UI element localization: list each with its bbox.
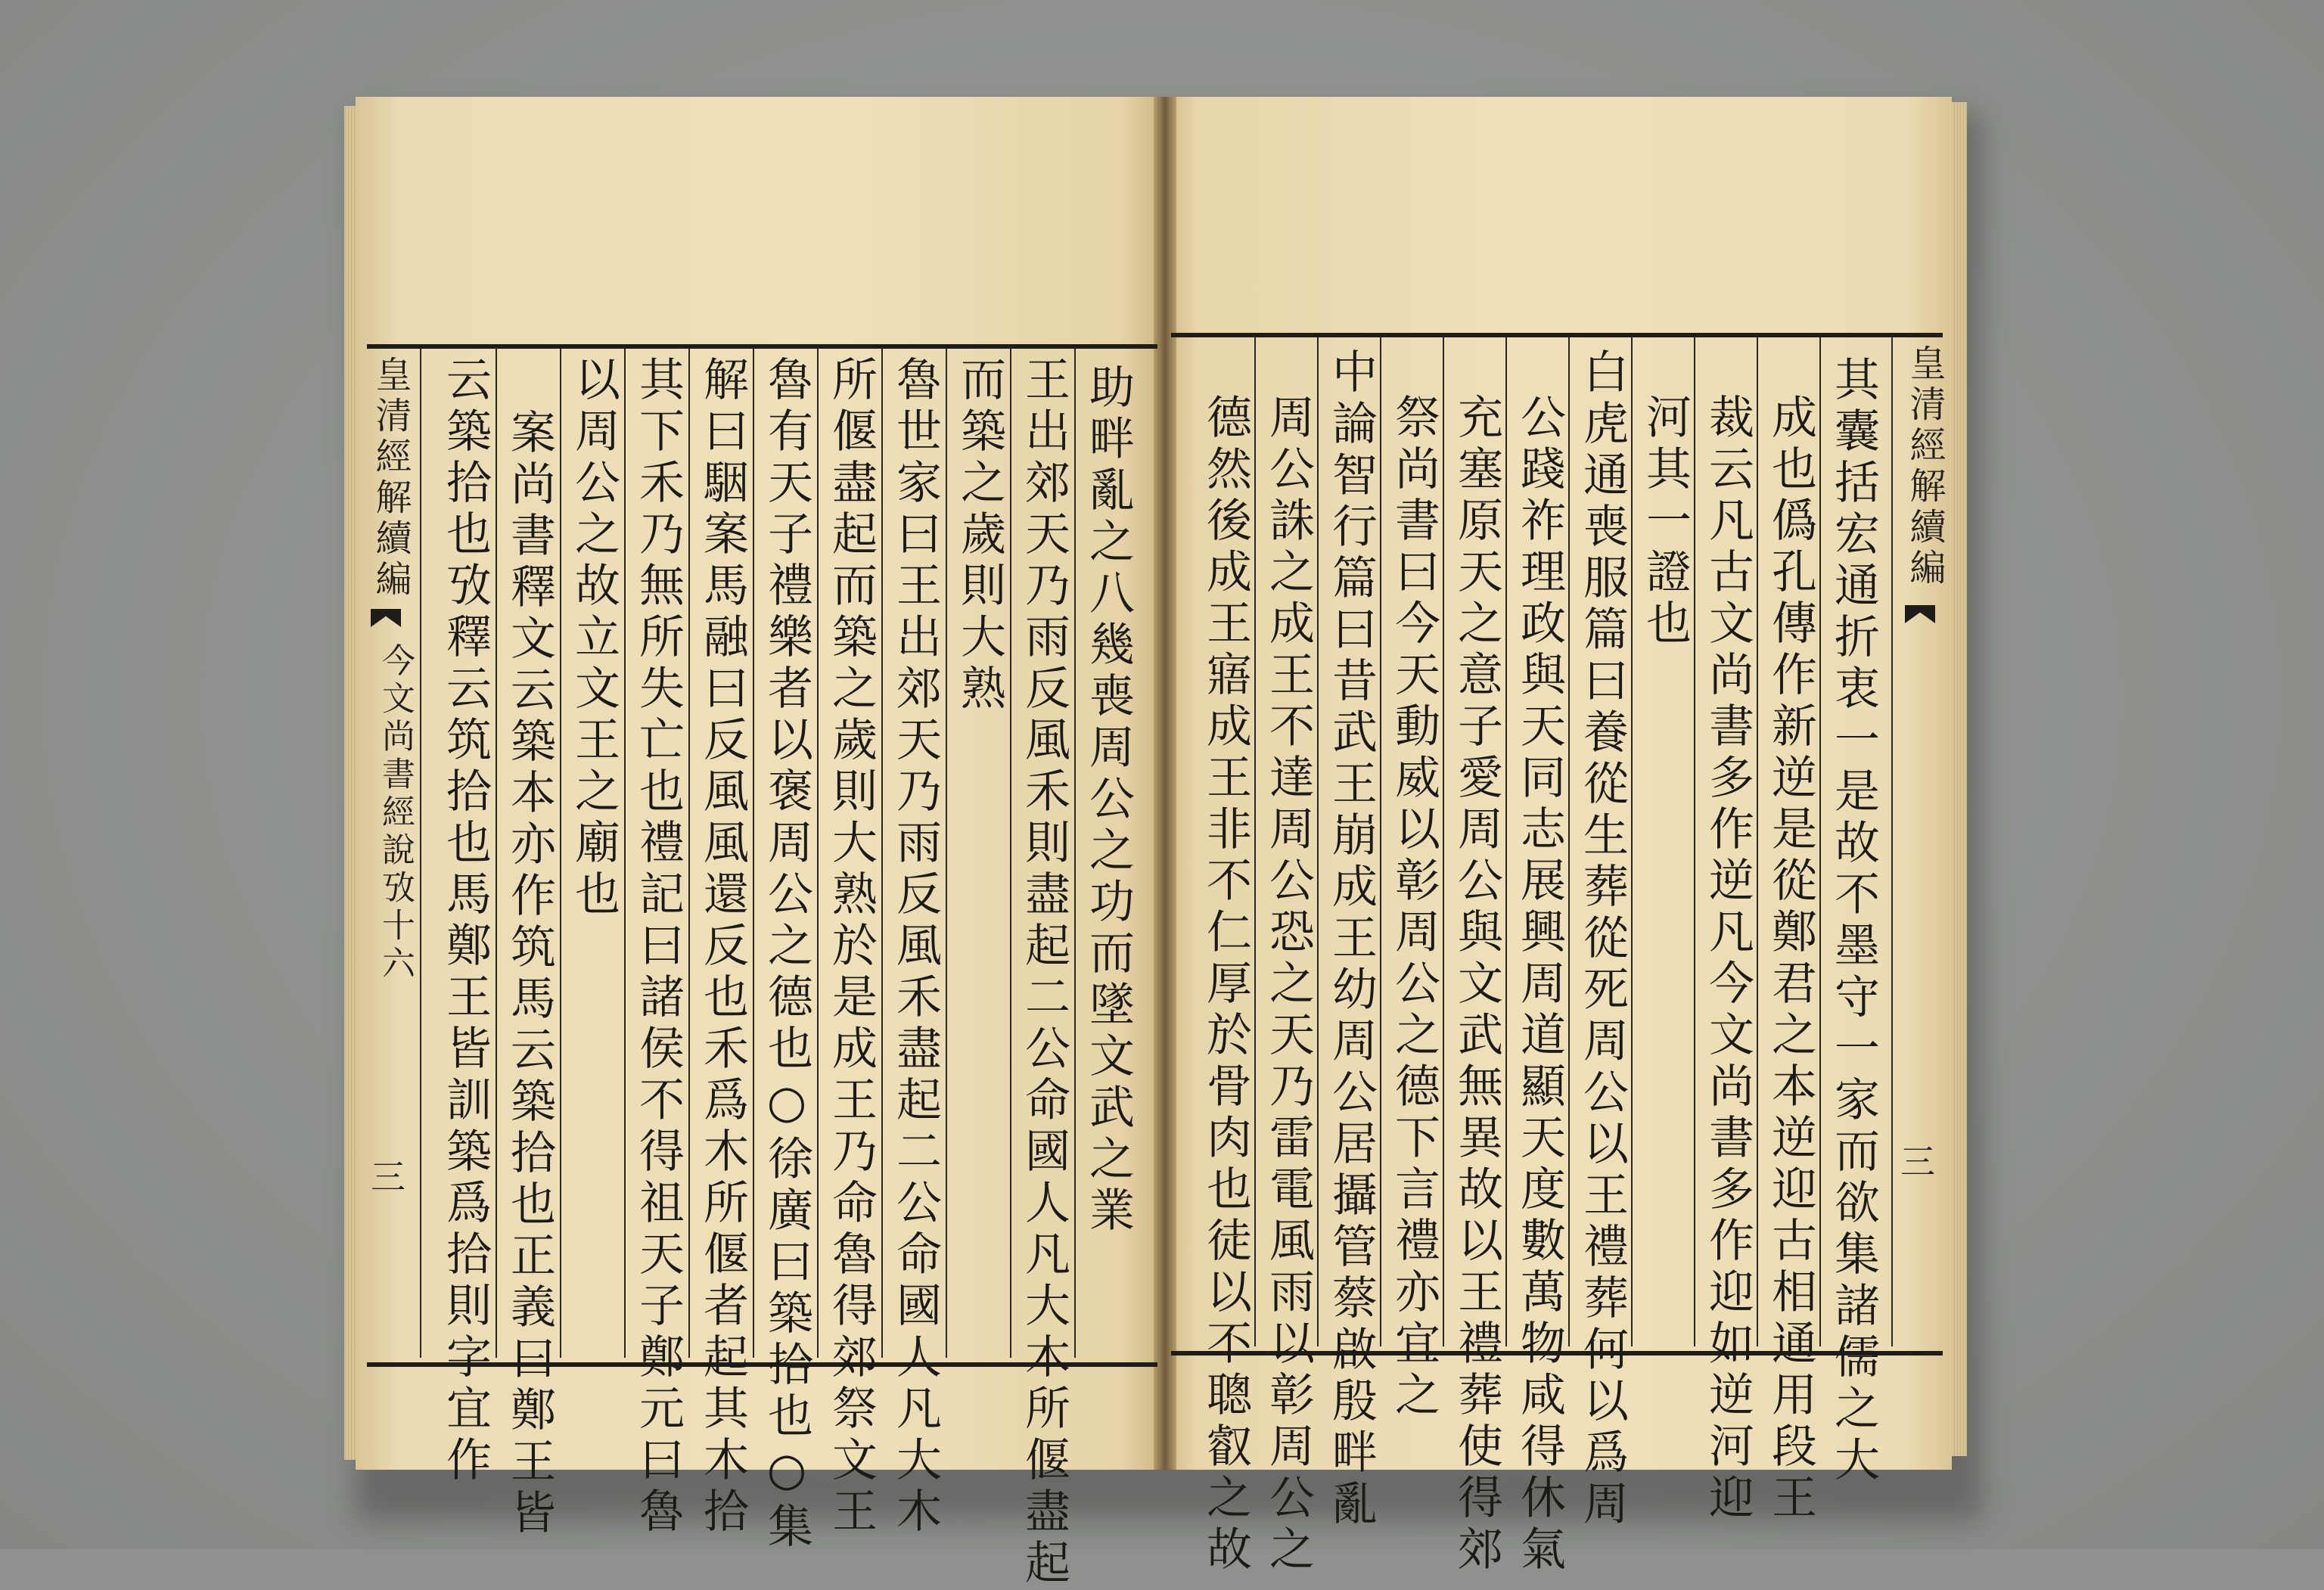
text-column: 魯世家曰王出郊天乃雨反風禾盡起二公命國人凡大木 <box>889 356 942 1539</box>
column-rule <box>688 349 690 1358</box>
column-rule <box>1757 337 1758 1346</box>
margin-rule <box>1891 337 1893 1346</box>
column-rule <box>1443 337 1444 1346</box>
column-rule <box>1568 337 1570 1346</box>
margin-rule <box>420 349 421 1358</box>
column-rule <box>1819 337 1821 1346</box>
text-column: 王出郊天乃雨反風禾則盡起二公命國人凡大木所偃盡起 <box>1018 356 1070 1590</box>
text-column: 魯有天子禮樂者以褒周公之德也○徐廣曰築拾也○集 <box>760 356 813 1554</box>
text-column: 其囊括宏通折衷一是故不墨守一家而欲集諸儒之大 <box>1827 356 1880 1487</box>
text-column: 以周公之故立文王之廟也 <box>567 356 620 921</box>
margin-chapter-title: 今文尚書經說攷十六 <box>376 643 415 983</box>
text-column: 河其一證也 <box>1639 393 1692 651</box>
column-rule <box>560 349 561 1358</box>
text-column: 周公誅之成王不達周公恐之天乃雷電風雨以彰周公之 <box>1262 393 1315 1576</box>
text-column: 中論智行篇曰昔武王崩成王幼周公居攝管蔡啟殷畔亂 <box>1325 348 1378 1531</box>
column-rule <box>1254 337 1256 1346</box>
margin-book-title: 皇清經解續編 <box>369 356 412 601</box>
text-column: 所偃盡起而築之歲則大熟於是成王乃命魯得郊祭文王 <box>825 356 878 1539</box>
text-column: 案尚書釋文云築本亦作筑馬云築拾也正義曰鄭王皆 <box>503 408 556 1540</box>
column-rule <box>881 349 883 1358</box>
column-rule <box>624 349 626 1358</box>
column-rule <box>1380 337 1381 1346</box>
text-column: 成也僞孔傳作新逆是從鄭君之本逆迎古相通用段王 <box>1764 393 1817 1525</box>
text-column: 德然後成王寤成王非不仁厚於骨肉也徒以不聰叡之故 <box>1199 393 1252 1576</box>
column-rule <box>1074 349 1076 1358</box>
text-column: 白虎通喪服篇曰養從生葬從死周公以王禮葬何以爲周 <box>1576 348 1629 1531</box>
text-column: 云築拾也攷釋云筑拾也馬鄭王皆訓築爲拾則字宜作 <box>439 356 492 1487</box>
column-rule <box>1631 337 1633 1346</box>
text-column: 裁云凡古文尚書多作逆凡今文尚書多作迎如逆河迎 <box>1701 393 1754 1525</box>
text-column: 助畔亂之八幾喪周公之功而墜文武之業 <box>1082 363 1135 1238</box>
text-column: 其下禾乃無所失亡也禮記曰諸侯不得祖天子鄭元曰魯 <box>632 356 685 1539</box>
column-rule <box>1694 337 1695 1346</box>
text-column: 解曰駰案馬融曰反風風還反也禾爲木所偃者起其木拾 <box>696 356 749 1539</box>
folio-number: 三 <box>371 1157 405 1197</box>
text-column: 祭尚書曰今天動威以彰周公之德下言禮亦宜之 <box>1387 393 1440 1422</box>
text-column: 公踐祚理政與天同志展興周道顯天度數萬物咸得休氣 <box>1513 393 1566 1576</box>
text-column: 而築之歲則大熟 <box>953 356 1006 716</box>
column-rule <box>817 349 819 1358</box>
margin-book-title: 皇清經解續編 <box>1903 344 1946 589</box>
folio-number: 三 <box>1900 1141 1935 1182</box>
column-rule <box>1505 337 1507 1346</box>
column-rule <box>496 349 497 1358</box>
column-rule <box>946 349 947 1358</box>
column-rule <box>753 349 754 1358</box>
column-rule <box>1010 349 1011 1358</box>
text-column: 充塞原天之意子愛周公與文武無異故以王禮葬使得郊 <box>1450 393 1503 1576</box>
column-rule <box>1317 337 1319 1346</box>
